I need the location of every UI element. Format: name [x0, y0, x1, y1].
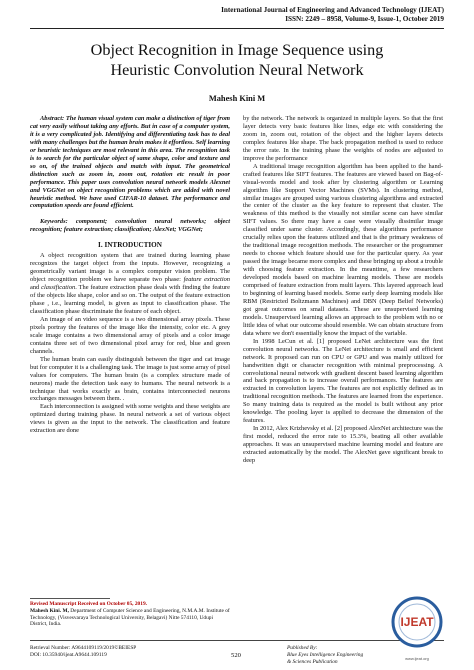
- page-number: 520: [231, 652, 241, 659]
- logo-text: IJEAT: [400, 615, 434, 629]
- published-by-label: Published By:: [287, 645, 318, 651]
- journal-logo-icon: [386, 595, 448, 655]
- right-paragraph-4: In 2012, Alex Krizhevsky et al. [2] proposed AlexNet architecture was the first model, reduced the error rate to 15.3%, beating all other available approaches. It was an unsupervised machine learning model and feature are extracted automatically by the model. The AlexNet gave significant break to deep: [243, 425, 443, 464]
- section-heading-introduction: I. INTRODUCTION: [98, 241, 162, 250]
- revised-note: Revised Manuscript Received on October 05, 2019.: [30, 601, 147, 607]
- title-line-2: Heuristic Convolution Neural Network: [110, 61, 364, 79]
- author-name: Mahesh Kini M: [208, 94, 266, 103]
- right-paragraph-3: In 1998 LeCun et al. [1] proposed LeNet architecture was the first convolution neural networks. The LeNet architecture is small and efficient network. It proposed can run on CPU or GPU and was mainly utilized for handwritten digit or character recognition with minimal preprocessing. A convolutional neural network with gradient descent based learning algorithm and back propagation is to increase overall performances. The features are extracted in convolution layers. The features are not explicitly defined as in traditional recognition methods. The features are learned from the experience. So many training data is required as the model is built without any prior knowledge. The pooling layer is applied to decrease the dimension of the features.: [243, 337, 443, 425]
- footer-rule: [30, 640, 444, 641]
- keywords: Keywords: component; convolution neural networks; object recognition; feature extraction; classification; AlexNet; VGGNet;: [30, 218, 230, 234]
- right-paragraph-1: by the network. The network is organized in multiple layers. So that the first layer detects very basic features like lines, edge etc with considering the zoom in, zoom out, rotation of the object and the higher layers detects complex features like shape. The back propagation method is used to reduce the error rate. In the training phase the weights of nodes are adjusted to improve the performance: [243, 115, 443, 162]
- journal-header: [84, 6, 444, 24]
- right-column: [243, 115, 443, 465]
- right-paragraph-2: A traditional image recognition algorithm has been applied to the hand-crafted features like SIFT features. The features are viewed based on Bag-of-visual-words model and took after by clustering algorithm or Learning algorithm like Support Vector Machines (SVMs). In clustering method, similar images are grouped using various clustering algorithms and extracted the center of the cluster as the key feature to represent that cluster. The weakness of this method is the visually not similar scene can have similar SIFT values. So there may have a case were visually dissimilar image classified under same cluster. Accordingly, these algorithms performance crucially relies upon the features utilized and that is the primary weakness of the traditional image recognition methods. The researcher or the programmer needs to choose which feature should use for the particular query. As year passed the image became more complex and these bringing up about a trouble with choosing feature extraction. In the meantime, a few researchers developed models based on machine learning models. These are models comprised of feature extraction from multi layers. This layered approach lead to beginning of learning based models. Some early deep learning models like RBM (Restricted Boltzmann Machines) and DBN (Deep Belief Networks) got great outcomes on small datasets. These are unsupervised learning models. Unsupervised learning allows an approach to the problem with no or little idea of what our outcome should resemble. We can obtain structure from data where we don't essentially know the impact of the variable.: [243, 162, 443, 337]
- header-rule: [30, 28, 444, 29]
- intro-p1-part-c: . The feature extraction phase deals with finding the feature of the objects like shape, color and so on. The output of the feature extraction phase , i.e., learning model, is given as input to classification phase. The classification phase discriminate the feature of each object.: [30, 284, 230, 315]
- intro-paragraph-1: [30, 252, 230, 316]
- title-line-1: Object Recognition in Image Sequence using: [90, 41, 384, 59]
- paper-title: [30, 40, 444, 80]
- intro-p1-part-b: and: [30, 284, 42, 292]
- footnote-rule: [30, 598, 110, 599]
- left-column: [30, 115, 230, 435]
- affiliation-details: Department of Computer Science and Engineering, N.M.A.M. Institute of Technology, (Visvesvaraya Technological University, Belagavi) Nitte 574110, Udupi District, India.: [30, 607, 230, 628]
- logo-website: www.ijeat.org: [405, 656, 429, 661]
- retrieval-info: [30, 645, 230, 659]
- footnotes: [30, 601, 230, 628]
- doi: DOI: 10.35940/ijeat.A9644.109119: [30, 651, 107, 658]
- intro-paragraph-4: Each interconnection is assigned with some weights and these weights are optimized during training phase. In neural network a set of various object views is given as the input to the network. The classification and feature extraction are done: [30, 403, 230, 435]
- intro-paragraph-3: The human brain can easily distinguish between the tiger and cat image but for computer it is a challenging task. The image is just some array of pixel values for computers. The human brain (is a complex structure made of neurons) made the detection task easy to humans. The neural network is a technique that works exactly as brain, contains interconnected neurons exchanges messages between them. .: [30, 355, 230, 403]
- author-affiliation: [30, 608, 230, 628]
- term-classification: classification: [41, 284, 76, 292]
- abstract: Abstract: The human visual system can make a distinction of tiger from cat very easily without taking any efforts. But in case of a computer system, it is a very complicated job. Identifying and differentiating task has to deal with many challenges but the human brain makes it effortless. Self learning or heuristic techniques are most relevant in this area. The recognition task is to search for the particular object of same shape, color and texture and so on, of the trained objects and match with input. The geometrical distinction such as zoom in, zoom out, rotation etc result in poor performance. This paper uses convolution neural network models Alexnet and VGGNet on object recognition problems which are added with novel heuristic method. We have used CIFAR-10 dataset. The performance and computation speeds are found efficient.: [30, 115, 230, 210]
- publisher-name-line1: Blue Eyes Intelligence Engineering: [287, 651, 364, 658]
- intro-paragraph-2: An image of an video sequence is a two dimensional array pixels. These pixels portray the features of the image like the intensity, color etc. A grey scale image contains a two dimensional array of pixels and a color image contains three set of two dimensional pixel array for red, blue and green channels.: [30, 315, 230, 355]
- term-feature-extraction: feature extraction: [183, 276, 231, 284]
- journal-name: International Journal of Engineering and Advanced Technology (IJEAT): [221, 6, 444, 14]
- publisher-name-line2: & Sciences Publication: [287, 658, 338, 665]
- retrieval-number: Retrieval Number: A9644109119/2019©BEIESP: [30, 645, 137, 651]
- journal-issn: ISSN: 2249 – 8958, Volume-9, Issue-1, October 2019: [285, 15, 444, 23]
- publisher-info: [287, 645, 387, 665]
- intro-p1-part-a: A object recognition system that are trained during learning phase recognizes the target object from the inputs. However, recognizing a geometrically variant image is a complex computer vision problem. The object recognition problem we have separate two phase:: [30, 252, 230, 284]
- affiliation-name: Mahesh Kini. M,: [30, 607, 69, 614]
